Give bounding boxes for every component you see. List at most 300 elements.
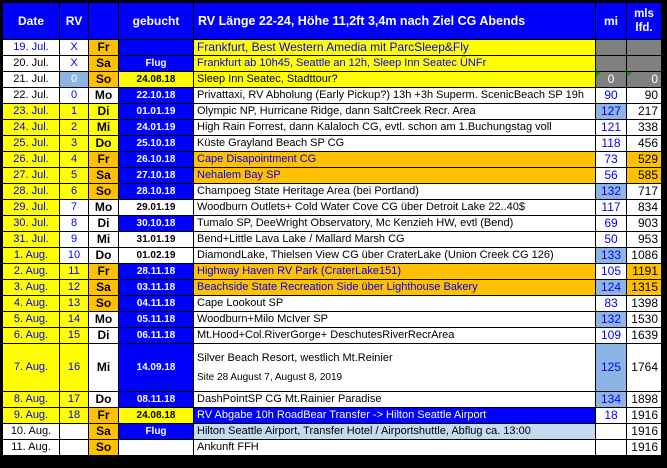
weekday-cell-text: Fr bbox=[97, 152, 110, 166]
description-cell[interactable] bbox=[194, 168, 596, 184]
rv-day-cell-text: 9 bbox=[70, 233, 78, 245]
total-miles-cell-text: 1191 bbox=[632, 264, 658, 278]
date-cell[interactable] bbox=[3, 184, 60, 200]
table-row bbox=[3, 232, 662, 248]
total-miles-cell-text: 338 bbox=[637, 120, 658, 134]
booked-cell[interactable] bbox=[119, 120, 194, 136]
weekday-cell[interactable] bbox=[89, 424, 119, 440]
total-miles-cell[interactable] bbox=[627, 200, 662, 216]
miles-cell[interactable] bbox=[596, 424, 627, 440]
booked-cell[interactable] bbox=[119, 424, 194, 440]
weekday-cell[interactable] bbox=[89, 264, 119, 280]
booked-cell[interactable] bbox=[119, 264, 194, 280]
miles-cell[interactable] bbox=[596, 328, 627, 344]
date-cell[interactable] bbox=[3, 120, 60, 136]
weekday-cell-text: So bbox=[95, 296, 112, 310]
rv-day-cell[interactable] bbox=[60, 136, 89, 152]
date-cell[interactable] bbox=[3, 136, 60, 152]
booked-cell-text: 30.10.18 bbox=[136, 218, 176, 229]
weekday-cell[interactable] bbox=[89, 392, 119, 408]
booked-cell-text: 24.08.18 bbox=[136, 74, 176, 85]
miles-cell[interactable] bbox=[596, 136, 627, 152]
table-row bbox=[3, 56, 662, 72]
weekday-cell[interactable] bbox=[89, 168, 119, 184]
total-miles-cell[interactable] bbox=[627, 104, 662, 120]
rv-day-cell-text: 10 bbox=[67, 249, 81, 261]
miles-cell[interactable] bbox=[596, 184, 627, 200]
booked-cell-text: 24.08.18 bbox=[136, 410, 176, 421]
description-cell[interactable] bbox=[194, 392, 596, 408]
date-cell-text: 2. Aug. bbox=[13, 265, 49, 277]
weekday-cell[interactable] bbox=[89, 296, 119, 312]
total-miles-cell[interactable] bbox=[627, 232, 662, 248]
weekday-cell[interactable] bbox=[89, 280, 119, 296]
miles-cell[interactable] bbox=[596, 248, 627, 264]
miles-cell[interactable] bbox=[596, 104, 627, 120]
date-cell[interactable] bbox=[3, 312, 60, 328]
weekday-cell-text: Mi bbox=[96, 232, 111, 246]
description-cell[interactable] bbox=[194, 136, 596, 152]
date-cell[interactable] bbox=[3, 152, 60, 168]
date-cell[interactable] bbox=[3, 264, 60, 280]
booked-cell[interactable] bbox=[119, 104, 194, 120]
description-cell[interactable] bbox=[194, 232, 596, 248]
booked-cell[interactable] bbox=[119, 312, 194, 328]
description-cell[interactable] bbox=[194, 296, 596, 312]
table-row bbox=[3, 88, 662, 104]
description-cell-text: Silver Beach Resort, westlich Mt.Reinier bbox=[197, 351, 393, 364]
description-cell[interactable] bbox=[194, 72, 596, 88]
rv-day-cell[interactable] bbox=[60, 328, 89, 344]
total-miles-cell-text: 1315 bbox=[631, 280, 658, 294]
booked-cell-text: 26.10.18 bbox=[136, 154, 176, 165]
booked-cell[interactable] bbox=[119, 280, 194, 296]
booked-cell-text: 03.11.18 bbox=[136, 282, 176, 293]
booked-cell-text: 31.01.19 bbox=[136, 234, 176, 245]
rv-day-cell[interactable] bbox=[60, 424, 89, 440]
total-miles-cell[interactable] bbox=[627, 264, 662, 280]
booked-cell[interactable] bbox=[119, 232, 194, 248]
rv-day-cell[interactable] bbox=[60, 104, 89, 120]
total-miles-cell-text: 1916 bbox=[631, 408, 658, 422]
description-cell[interactable] bbox=[194, 328, 596, 344]
weekday-cell-text: Sa bbox=[96, 280, 111, 294]
booked-cell[interactable] bbox=[119, 216, 194, 232]
total-miles-cell[interactable] bbox=[627, 424, 662, 440]
total-miles-cell-text: 1916 bbox=[631, 440, 658, 454]
miles-cell-text: 105 bbox=[600, 264, 622, 278]
weekday-cell[interactable] bbox=[89, 88, 119, 104]
miles-cell[interactable] bbox=[596, 408, 627, 424]
rv-day-cell[interactable] bbox=[60, 200, 89, 216]
date-cell-text: 19. Jul. bbox=[13, 41, 49, 53]
date-cell[interactable] bbox=[3, 216, 60, 232]
table-row bbox=[3, 392, 662, 408]
date-cell-text: 30. Jul. bbox=[13, 217, 49, 229]
miles-cell[interactable] bbox=[596, 296, 627, 312]
date-cell[interactable] bbox=[3, 56, 60, 72]
weekday-cell[interactable] bbox=[89, 200, 119, 216]
description-cell-text: Sleep Inn Seatec, Stadttour? bbox=[197, 73, 338, 85]
booked-cell-text: 04.11.18 bbox=[136, 298, 176, 309]
weekday-cell[interactable] bbox=[89, 152, 119, 168]
description-cell[interactable] bbox=[194, 88, 596, 104]
rv-day-cell-text: X bbox=[70, 41, 78, 53]
weekday-cell[interactable] bbox=[89, 40, 119, 56]
total-miles-cell[interactable] bbox=[627, 72, 662, 88]
rv-day-cell-text: 0 bbox=[70, 89, 78, 101]
rv-day-cell-text: 12 bbox=[67, 281, 81, 293]
weekday-cell[interactable] bbox=[89, 104, 119, 120]
date-cell[interactable] bbox=[3, 440, 60, 456]
table-row bbox=[3, 344, 662, 392]
total-miles-cell-text: 0 bbox=[651, 72, 658, 86]
description-cell[interactable] bbox=[194, 152, 596, 168]
total-miles-cell[interactable] bbox=[627, 136, 662, 152]
description-cell[interactable] bbox=[194, 104, 596, 120]
total-miles-cell[interactable] bbox=[627, 56, 662, 72]
miles-cell-text: 117 bbox=[601, 200, 621, 214]
rv-day-cell-text: 14 bbox=[67, 313, 81, 325]
rv-day-cell-text: 6 bbox=[70, 185, 78, 197]
weekday-cell-text: Do bbox=[95, 136, 112, 150]
table-row bbox=[3, 408, 662, 424]
date-cell[interactable] bbox=[3, 88, 60, 104]
miles-cell-text: 118 bbox=[601, 136, 621, 150]
miles-cell[interactable] bbox=[596, 440, 627, 456]
description-cell[interactable] bbox=[194, 40, 596, 56]
rv-day-cell[interactable] bbox=[60, 344, 89, 392]
date-cell-text: 6. Aug. bbox=[13, 329, 49, 341]
miles-cell[interactable] bbox=[596, 72, 627, 88]
miles-cell[interactable] bbox=[596, 56, 627, 72]
table-row bbox=[3, 248, 662, 264]
weekday-cell[interactable] bbox=[89, 344, 119, 392]
miles-cell-text: 73 bbox=[604, 152, 618, 166]
description-cell[interactable] bbox=[194, 280, 596, 296]
total-miles-cell[interactable] bbox=[627, 152, 662, 168]
date-cell[interactable] bbox=[3, 280, 60, 296]
itinerary-table bbox=[2, 2, 662, 456]
weekday-cell-text: Di bbox=[97, 216, 110, 230]
booked-cell-text: 27.10.18 bbox=[136, 170, 176, 181]
rv-day-cell[interactable] bbox=[60, 216, 89, 232]
description-cell[interactable] bbox=[194, 312, 596, 328]
weekday-cell[interactable] bbox=[89, 312, 119, 328]
total-miles-cell[interactable] bbox=[627, 184, 662, 200]
total-miles-cell-text: 217 bbox=[637, 104, 658, 118]
weekday-cell[interactable] bbox=[89, 56, 119, 72]
description-cell[interactable] bbox=[194, 424, 596, 440]
date-cell[interactable] bbox=[3, 296, 60, 312]
date-cell-text: 9. Aug. bbox=[13, 409, 49, 421]
miles-cell-text: 132 bbox=[600, 184, 622, 198]
miles-cell-text: 133 bbox=[600, 248, 622, 262]
miles-cell-text: 124 bbox=[600, 280, 622, 294]
date-cell[interactable] bbox=[3, 248, 60, 264]
date-cell[interactable] bbox=[3, 200, 60, 216]
booked-cell-text: 01.02.19 bbox=[136, 250, 176, 261]
date-cell[interactable] bbox=[3, 72, 60, 88]
total-miles-cell[interactable] bbox=[627, 408, 662, 424]
booked-cell[interactable] bbox=[119, 248, 194, 264]
description-cell[interactable] bbox=[194, 408, 596, 424]
date-cell[interactable] bbox=[3, 104, 60, 120]
miles-cell[interactable] bbox=[596, 88, 627, 104]
total-miles-cell-text: 717 bbox=[637, 184, 658, 198]
description-cell-text: Cape Disapointment CG bbox=[197, 153, 317, 165]
weekday-cell[interactable] bbox=[89, 232, 119, 248]
description-cell-text: Beachside State Recreation Side über Lighthouse Bakery bbox=[197, 281, 478, 293]
rv-day-cell-text: 11 bbox=[68, 265, 80, 277]
description-cell-text: Privattaxi, RV Abholung (Early Pickup?) 13h +3h Superm. ScenicBeach SP 19h bbox=[197, 89, 584, 101]
weekday-cell-text: Sa bbox=[96, 56, 111, 70]
weekday-cell-text: Mo bbox=[94, 312, 113, 326]
description-cell[interactable] bbox=[194, 216, 596, 232]
weekday-cell[interactable] bbox=[89, 72, 119, 88]
total-miles-cell-text: 456 bbox=[637, 136, 658, 150]
total-miles-cell-text: 1398 bbox=[631, 296, 658, 310]
rv-day-cell[interactable] bbox=[60, 88, 89, 104]
table-row bbox=[3, 152, 662, 168]
header-date[interactable]: Date bbox=[3, 3, 60, 40]
description-cell[interactable] bbox=[194, 56, 596, 72]
weekday-cell-text: Mo bbox=[94, 200, 113, 214]
booked-cell-text: 25.10.18 bbox=[136, 138, 176, 149]
description-cell-text: Ankunft FFH bbox=[197, 441, 259, 453]
description-cell-text: Nehalem Bay SP bbox=[197, 169, 281, 181]
rv-day-cell[interactable] bbox=[60, 392, 89, 408]
total-miles-cell[interactable] bbox=[627, 296, 662, 312]
date-cell-text: 24. Jul. bbox=[13, 121, 49, 133]
total-miles-cell-text: 834 bbox=[637, 200, 658, 214]
booked-cell-text: 05.11.18 bbox=[136, 314, 176, 325]
miles-cell[interactable] bbox=[596, 152, 627, 168]
miles-cell[interactable] bbox=[596, 200, 627, 216]
total-miles-cell[interactable] bbox=[627, 328, 662, 344]
booked-cell[interactable] bbox=[119, 440, 194, 456]
rv-day-cell-text: 8 bbox=[70, 217, 78, 229]
weekday-cell-text: Fr bbox=[97, 264, 110, 278]
header-booked[interactable]: gebucht bbox=[119, 3, 194, 40]
total-miles-cell[interactable] bbox=[627, 168, 662, 184]
miles-cell[interactable] bbox=[596, 232, 627, 248]
table-row bbox=[3, 440, 662, 456]
total-miles-cell[interactable] bbox=[627, 440, 662, 456]
weekday-cell-text: Fr bbox=[97, 40, 110, 54]
rv-day-cell-text: 5 bbox=[70, 169, 78, 181]
booked-cell-text: 06.11.18 bbox=[136, 330, 176, 341]
weekday-cell-text: So bbox=[95, 184, 112, 198]
date-cell-text: 20. Jul. bbox=[13, 57, 49, 69]
miles-cell[interactable] bbox=[596, 168, 627, 184]
date-cell[interactable] bbox=[3, 40, 60, 56]
rv-day-cell[interactable] bbox=[60, 408, 89, 424]
rv-day-cell[interactable] bbox=[60, 440, 89, 456]
booked-cell[interactable] bbox=[119, 344, 194, 392]
miles-cell[interactable] bbox=[596, 392, 627, 408]
booked-cell-text: 29.01.19 bbox=[136, 202, 176, 213]
rv-day-cell[interactable] bbox=[60, 72, 89, 88]
miles-cell-text: 127 bbox=[600, 104, 622, 118]
booked-cell-text: 28.10.18 bbox=[136, 186, 176, 197]
miles-cell-text: 69 bbox=[604, 216, 618, 230]
date-cell[interactable] bbox=[3, 232, 60, 248]
date-cell-text: 23. Jul. bbox=[13, 105, 49, 117]
weekday-cell[interactable] bbox=[89, 440, 119, 456]
booked-cell-text: 28.11.18 bbox=[136, 266, 176, 277]
booked-cell-text: 14.09.18 bbox=[136, 362, 176, 373]
weekday-cell[interactable] bbox=[89, 248, 119, 264]
booked-cell[interactable] bbox=[119, 72, 194, 88]
miles-cell-text: 90 bbox=[604, 88, 618, 102]
booked-cell[interactable] bbox=[119, 56, 194, 72]
description-cell[interactable] bbox=[194, 440, 596, 456]
date-cell[interactable] bbox=[3, 392, 60, 408]
booked-cell[interactable] bbox=[119, 40, 194, 56]
booked-cell-text: 01.01.19 bbox=[136, 106, 176, 117]
total-miles-cell-text: 1916 bbox=[631, 424, 658, 438]
description-cell[interactable] bbox=[194, 344, 596, 392]
rv-day-cell-text: 0 bbox=[70, 73, 78, 85]
total-miles-cell[interactable] bbox=[627, 392, 662, 408]
weekday-cell[interactable] bbox=[89, 136, 119, 152]
total-miles-cell[interactable] bbox=[627, 312, 662, 328]
booked-cell[interactable] bbox=[119, 152, 194, 168]
booked-cell[interactable] bbox=[119, 408, 194, 424]
table-row bbox=[3, 312, 662, 328]
header-rv[interactable]: RV bbox=[60, 3, 89, 40]
miles-cell[interactable] bbox=[596, 216, 627, 232]
description-cell-text: RV Abgabe 10h RoadBear Transfer -> Hilton Seattle Airport bbox=[197, 409, 487, 421]
date-cell-text: 29. Jul. bbox=[13, 201, 49, 213]
booked-cell[interactable] bbox=[119, 328, 194, 344]
weekday-cell[interactable] bbox=[89, 216, 119, 232]
rv-day-cell-text: X bbox=[70, 57, 78, 69]
date-cell-text: 1. Aug. bbox=[13, 249, 49, 261]
booked-cell[interactable] bbox=[119, 88, 194, 104]
booked-cell[interactable] bbox=[119, 296, 194, 312]
date-cell-text: 26. Jul. bbox=[13, 153, 49, 165]
weekday-cell-text: Mi bbox=[96, 360, 111, 374]
description-cell[interactable] bbox=[194, 120, 596, 136]
header-day[interactable] bbox=[89, 3, 119, 40]
booked-cell[interactable] bbox=[119, 136, 194, 152]
rv-day-cell[interactable] bbox=[60, 232, 89, 248]
weekday-cell[interactable] bbox=[89, 408, 119, 424]
miles-cell[interactable] bbox=[596, 280, 627, 296]
rv-day-cell-text: 7 bbox=[70, 201, 78, 213]
weekday-cell[interactable] bbox=[89, 184, 119, 200]
weekday-cell-text: Di bbox=[97, 104, 110, 118]
booked-cell[interactable] bbox=[119, 392, 194, 408]
booked-cell-text: 22.10.18 bbox=[136, 90, 176, 101]
date-cell-text: 5. Aug. bbox=[13, 313, 49, 325]
header-row bbox=[3, 3, 662, 40]
description-cell[interactable] bbox=[194, 248, 596, 264]
booked-cell-text: Flug bbox=[145, 426, 167, 437]
weekday-cell-text: Sa bbox=[96, 168, 111, 182]
description-subtext: Site 28 August 7, August 8, 2019 bbox=[197, 371, 343, 383]
total-miles-cell[interactable] bbox=[627, 344, 662, 392]
description-cell[interactable] bbox=[194, 200, 596, 216]
date-cell[interactable] bbox=[3, 408, 60, 424]
total-miles-cell[interactable] bbox=[627, 280, 662, 296]
total-miles-cell-text: 1898 bbox=[631, 392, 658, 406]
date-cell-text: 25. Jul. bbox=[13, 137, 49, 149]
description-cell[interactable] bbox=[194, 264, 596, 280]
header-mi[interactable]: mi bbox=[596, 3, 627, 40]
rv-day-cell[interactable] bbox=[60, 280, 89, 296]
cell-comment-marker-icon bbox=[596, 72, 601, 77]
table-row bbox=[3, 216, 662, 232]
date-cell-text: 22. Jul. bbox=[13, 89, 49, 101]
weekday-cell[interactable] bbox=[89, 120, 119, 136]
rv-day-cell[interactable] bbox=[60, 120, 89, 136]
rv-day-cell[interactable] bbox=[60, 184, 89, 200]
total-miles-cell-text: 903 bbox=[637, 216, 658, 230]
date-cell[interactable] bbox=[3, 424, 60, 440]
miles-cell[interactable] bbox=[596, 120, 627, 136]
date-cell[interactable] bbox=[3, 344, 60, 392]
weekday-cell-text: Mi bbox=[96, 120, 111, 134]
rv-day-cell-text: 15 bbox=[67, 329, 81, 341]
rv-day-cell-text: 4 bbox=[70, 153, 78, 165]
miles-cell[interactable] bbox=[596, 312, 627, 328]
total-miles-cell[interactable] bbox=[627, 248, 662, 264]
description-cell-text: Highway Haven RV Park (CraterLake151) bbox=[197, 265, 401, 277]
total-miles-cell[interactable] bbox=[627, 40, 662, 56]
description-cell[interactable] bbox=[194, 184, 596, 200]
weekday-cell-text: Fr bbox=[97, 408, 110, 422]
rv-day-cell[interactable] bbox=[60, 264, 89, 280]
table-row bbox=[3, 168, 662, 184]
rv-day-cell[interactable] bbox=[60, 168, 89, 184]
total-miles-cell[interactable] bbox=[627, 120, 662, 136]
total-miles-cell-text: 1764 bbox=[631, 360, 658, 374]
table-row bbox=[3, 296, 662, 312]
date-cell[interactable] bbox=[3, 328, 60, 344]
booked-cell[interactable] bbox=[119, 168, 194, 184]
date-cell[interactable] bbox=[3, 168, 60, 184]
miles-cell[interactable] bbox=[596, 344, 627, 392]
date-cell-text: 28. Jul. bbox=[13, 185, 49, 197]
table-row bbox=[3, 120, 662, 136]
rv-day-cell[interactable] bbox=[60, 40, 89, 56]
table-row bbox=[3, 264, 662, 280]
total-miles-cell[interactable] bbox=[627, 216, 662, 232]
date-cell-text: 10. Aug. bbox=[10, 425, 52, 437]
booked-cell[interactable] bbox=[119, 200, 194, 216]
booked-cell[interactable] bbox=[119, 184, 194, 200]
miles-cell-text: 56 bbox=[604, 168, 618, 182]
rv-day-cell[interactable] bbox=[60, 56, 89, 72]
weekday-cell[interactable] bbox=[89, 328, 119, 344]
rv-day-cell[interactable] bbox=[60, 152, 89, 168]
header-title[interactable]: RV Länge 22-24, Höhe 11,2ft 3,4m nach Ziel CG Abends bbox=[194, 3, 596, 40]
miles-cell[interactable] bbox=[596, 40, 627, 56]
rv-day-cell[interactable] bbox=[60, 248, 89, 264]
table-row bbox=[3, 104, 662, 120]
total-miles-cell[interactable] bbox=[627, 88, 662, 104]
rv-day-cell[interactable] bbox=[60, 296, 89, 312]
header-mls[interactable]: mls lfd. bbox=[627, 3, 662, 40]
miles-cell[interactable] bbox=[596, 264, 627, 280]
date-cell-text: 4. Aug. bbox=[13, 297, 49, 309]
table-row bbox=[3, 72, 662, 88]
rv-day-cell[interactable] bbox=[60, 312, 89, 328]
description-cell-text: Olympic NP, Hurricane Ridge, dann SaltCreek Recr. Area bbox=[197, 105, 476, 117]
